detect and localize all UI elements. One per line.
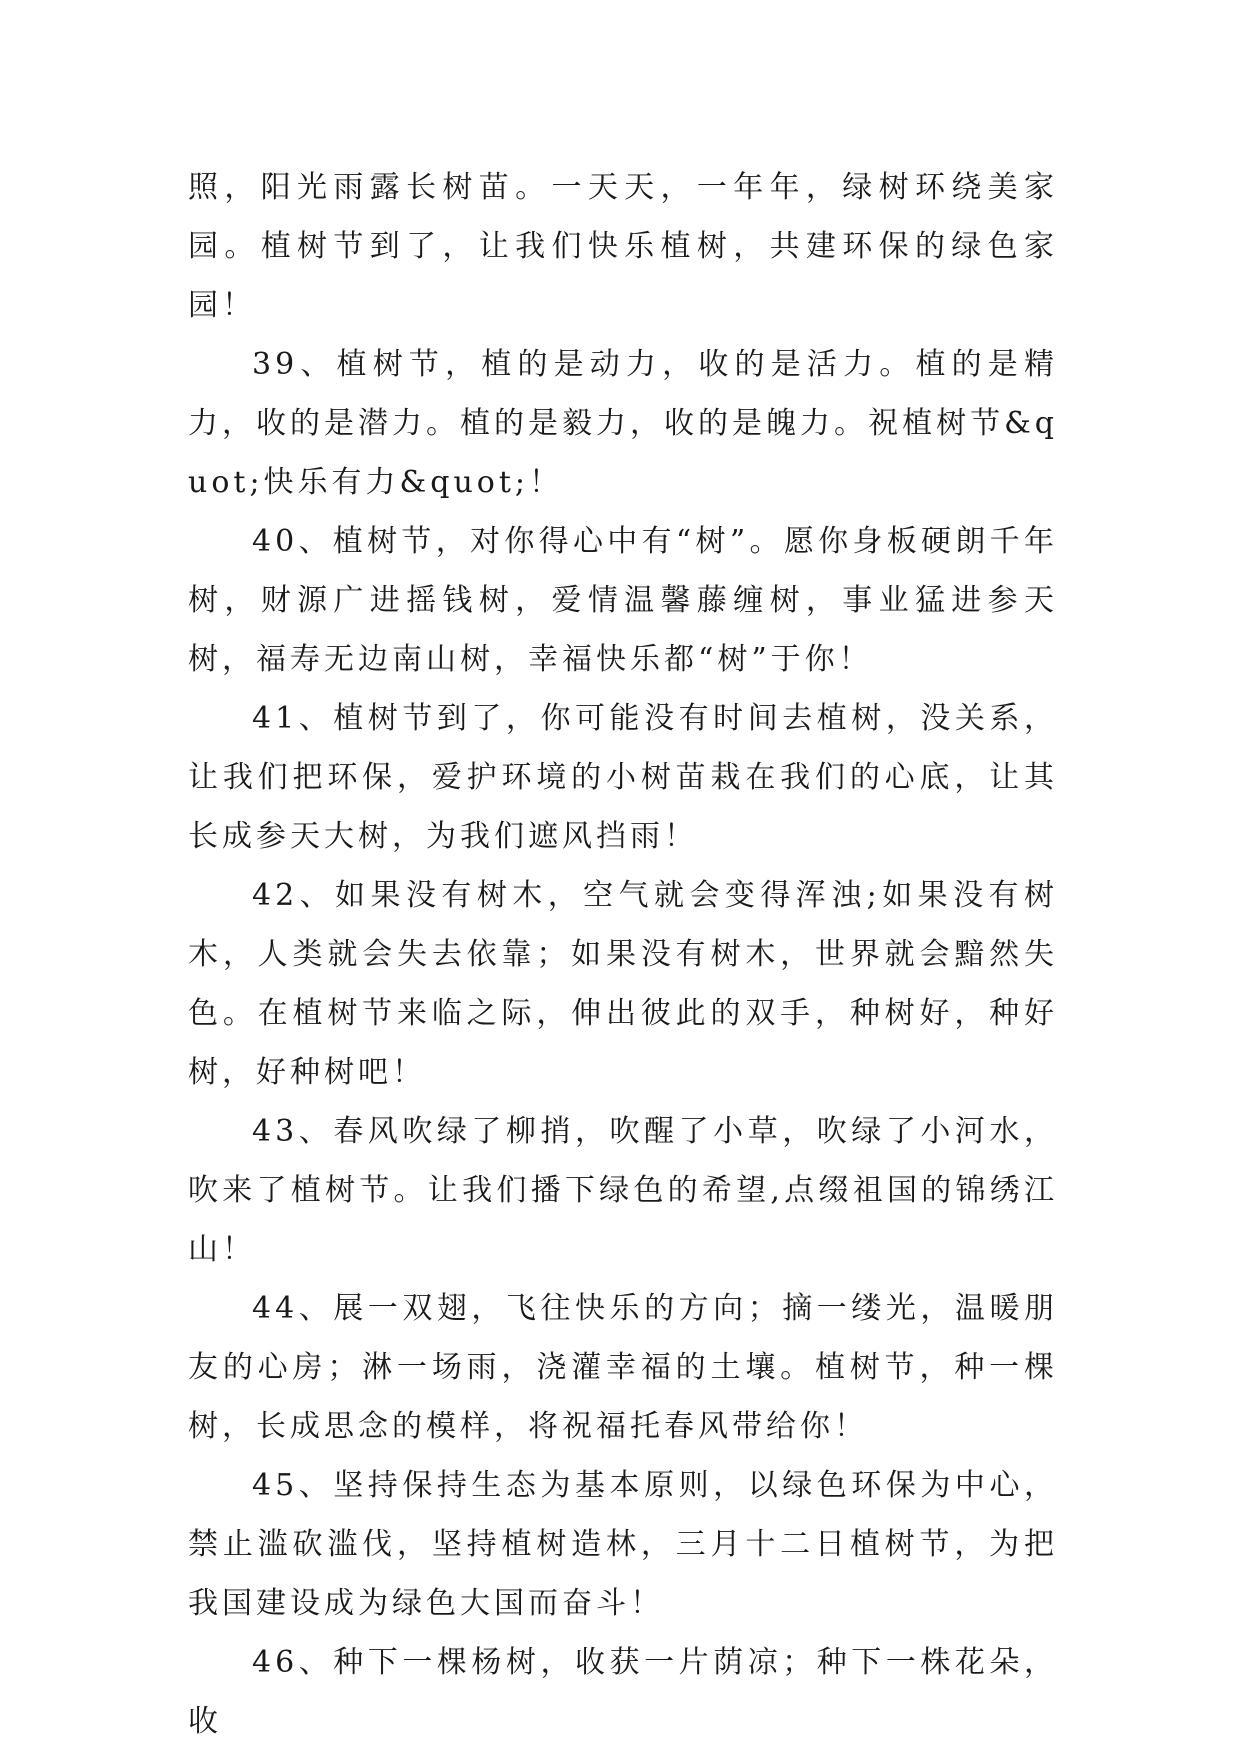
paragraph-40: 40、植树节，对你得心中有“树”。愿你身板硬朗千年树，财源广进摇钱树，爱情温馨藤缠树，事业猛进参天树，福寿无边南山树，幸福快乐都“树”于你！	[188, 524, 1058, 677]
document-body	[188, 158, 1058, 1751]
paragraph-39: 39、植树节，植的是动力，收的是活力。植的是精力，收的是潜力。植的是毅力，收的是魄力。祝植树节&quot;快乐有力&quot;！	[188, 347, 1058, 500]
paragraph-45: 45、坚持保持生态为基本原则，以绿色环保为中心，禁止滥砍滥伐，坚持植树造林，三月十二日植树节，为把我国建设成为绿色大国而奋斗！	[188, 1468, 1058, 1621]
paragraph-44: 44、展一双翅，飞往快乐的方向；摘一缕光，温暖朋友的心房；淋一场雨，浇灌幸福的土壤。植树节，种一棵树，长成思念的模样，将祝福托春风带给你！	[188, 1291, 1058, 1444]
paragraph-continuation: 照，阳光雨露长树苗。一天天，一年年，绿树环绕美家园。植树节到了，让我们快乐植树，共建环保的绿色家园！	[188, 170, 1058, 323]
paragraph-43: 43、春风吹绿了柳捎，吹醒了小草，吹绿了小河水，吹来了植树节。让我们播下绿色的希望,点缀祖国的锦绣江山！	[188, 1114, 1058, 1267]
paragraph-46: 46、种下一棵杨树，收获一片荫凉；种下一株花朵，收	[188, 1645, 1058, 1739]
paragraph-42: 42、如果没有树木，空气就会变得浑浊;如果没有树木，人类就会失去依靠；如果没有树木，世界就会黯然失色。在植树节来临之际，伸出彼此的双手，种树好，种好树，好种树吧！	[188, 878, 1058, 1090]
paragraph-41: 41、植树节到了，你可能没有时间去植树，没关系，让我们把环保，爱护环境的小树苗栽在我们的心底，让其长成参天大树，为我们遮风挡雨！	[188, 701, 1058, 854]
